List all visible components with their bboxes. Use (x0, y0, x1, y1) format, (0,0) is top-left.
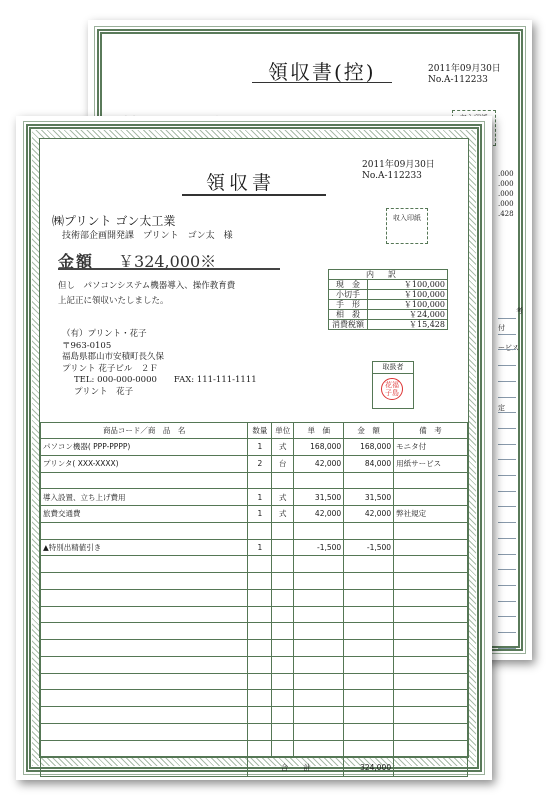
item-amount (344, 673, 394, 690)
receipt-date-block (362, 160, 435, 182)
item-name (41, 640, 248, 657)
item-amount (344, 623, 394, 640)
item-qty: 2 (248, 455, 272, 472)
item-row (41, 539, 468, 556)
header-amount: 金 額 (344, 423, 394, 439)
item-amount (344, 606, 394, 623)
item-name: ▲特別出精値引き (41, 539, 248, 556)
item-remarks (394, 522, 468, 539)
issuer-building: プリント 花子ビル ２Ｆ (62, 363, 158, 374)
copy-peek-rule (498, 538, 516, 539)
item-qty (248, 623, 272, 640)
copy-peek-rule (498, 318, 516, 319)
item-price (294, 472, 344, 489)
breakdown-row (329, 300, 448, 310)
item-unit (272, 556, 294, 573)
item-row (41, 740, 468, 757)
copy-peek-rule (498, 397, 516, 398)
item-remarks (394, 723, 468, 740)
copy-date: 2011年09月30日 (428, 64, 501, 74)
item-qty (248, 640, 272, 657)
item-price: 42,000 (294, 455, 344, 472)
total-spacer (41, 757, 248, 777)
item-amount: 84,000 (344, 455, 394, 472)
copy-peek-note: ービス (498, 344, 519, 352)
issuer-name: （有）プリント・花子 (62, 329, 147, 339)
item-row (41, 556, 468, 573)
copy-peek-value: .000 (498, 170, 514, 178)
item-remarks (394, 606, 468, 623)
item-amount (344, 556, 394, 573)
item-price (294, 589, 344, 606)
copy-peek-rule (498, 601, 516, 602)
item-name (41, 623, 248, 640)
copy-peek-rule (498, 475, 516, 476)
items-table (40, 422, 468, 777)
issuer-person: プリント 花子 (74, 386, 134, 397)
breakdown-value: ￥100,000 (368, 300, 448, 310)
item-remarks (394, 690, 468, 707)
item-name (41, 589, 248, 606)
item-unit (272, 656, 294, 673)
item-qty: 1 (248, 506, 272, 523)
item-amount: 42,000 (344, 506, 394, 523)
breakdown-label: 現 金 (329, 280, 368, 290)
receipt-sheet (16, 116, 492, 780)
item-price: 42,000 (294, 506, 344, 523)
recipient-company: ㈱プリント ゴン太工業 (52, 214, 176, 228)
item-name (41, 656, 248, 673)
item-unit: 式 (272, 489, 294, 506)
copy-peek-rule (498, 569, 516, 570)
copy-peek-rule (498, 428, 516, 429)
amount-label: 金額 (58, 252, 95, 271)
item-qty (248, 656, 272, 673)
copy-peek-note: 定 (498, 404, 505, 412)
total-value: 324,000 (344, 757, 394, 777)
total-label: 合 計 (248, 757, 344, 777)
item-remarks (394, 623, 468, 640)
item-name: プリンタ( XXX-XXXX) (41, 455, 248, 472)
copy-peek-rule (498, 349, 516, 350)
issuer-block (62, 329, 257, 398)
copy-peek-rule (498, 506, 516, 507)
header-remarks: 備 考 (394, 423, 468, 439)
breakdown-row (329, 290, 448, 300)
item-row (41, 455, 468, 472)
item-row (41, 656, 468, 673)
breakdown-value: ￥15,428 (368, 320, 448, 330)
copy-peek-rule (498, 334, 516, 335)
copy-peek-rule (498, 491, 516, 492)
item-remarks (394, 589, 468, 606)
item-name (41, 690, 248, 707)
copy-title: 領収書(控) (268, 60, 376, 84)
item-price (294, 707, 344, 724)
item-qty (248, 673, 272, 690)
item-qty: 1 (248, 489, 272, 506)
revenue-stamp-box: 収入印紙 (386, 208, 428, 244)
item-price (294, 673, 344, 690)
item-unit (272, 472, 294, 489)
payment-breakdown-table (328, 269, 448, 330)
item-name (41, 472, 248, 489)
item-amount (344, 723, 394, 740)
copy-title-underline (252, 82, 392, 83)
item-remarks: 弊社規定 (394, 506, 468, 523)
copy-number: No.A-112233 (428, 75, 488, 85)
item-price: 168,000 (294, 439, 344, 456)
item-row (41, 489, 468, 506)
item-qty (248, 690, 272, 707)
item-remarks (394, 556, 468, 573)
item-remarks (394, 656, 468, 673)
breakdown-header: 内訳 (329, 270, 448, 280)
breakdown-label: 相 殺 (329, 310, 368, 320)
copy-peek-rule (498, 522, 516, 523)
item-unit: 式 (272, 439, 294, 456)
item-qty: 1 (248, 539, 272, 556)
receipt-note (58, 279, 235, 309)
amount-value: ￥324,000※ (118, 252, 217, 271)
item-name: 導入設置、立ち上げ費用 (41, 489, 248, 506)
receipt-date: 2011年09月30日 (362, 160, 435, 170)
handler-seal: 花福子島 (381, 378, 403, 400)
item-row (41, 472, 468, 489)
item-amount (344, 589, 394, 606)
item-remarks (394, 573, 468, 590)
item-name (41, 723, 248, 740)
copy-date-block (428, 64, 501, 86)
breakdown-label: 消費税額 (329, 320, 368, 330)
item-row (41, 707, 468, 724)
item-qty (248, 472, 272, 489)
copy-peek-rule (498, 444, 516, 445)
item-remarks (394, 539, 468, 556)
item-unit (272, 573, 294, 590)
item-name (41, 606, 248, 623)
receipt-title: 領収書 (206, 172, 276, 194)
item-remarks (394, 673, 468, 690)
item-price: 31,500 (294, 489, 344, 506)
header-unit: 単位 (272, 423, 294, 439)
item-amount: 168,000 (344, 439, 394, 456)
recipient-department: 技術部企画開発課 プリント ゴン太 様 (62, 231, 233, 241)
item-remarks (394, 472, 468, 489)
total-remarks (394, 757, 468, 777)
item-qty (248, 522, 272, 539)
breakdown-value: ￥100,000 (368, 280, 448, 290)
issuer-address: 福島県郡山市安積町長久保 (62, 352, 165, 362)
copy-peek-rule (498, 554, 516, 555)
item-row (41, 506, 468, 523)
item-price (294, 723, 344, 740)
item-price (294, 656, 344, 673)
item-unit: 式 (272, 506, 294, 523)
breakdown-label: 手 形 (329, 300, 368, 310)
item-name (41, 673, 248, 690)
item-unit (272, 640, 294, 657)
header-qty: 数量 (248, 423, 272, 439)
item-price (294, 522, 344, 539)
item-unit (272, 673, 294, 690)
breakdown-value: ￥24,000 (368, 310, 448, 320)
copy-peek-rule (498, 648, 516, 649)
copy-peek-rule (498, 365, 516, 366)
copy-peek-rule (498, 616, 516, 617)
note-line-1: 但し パソコンシステム機器導入、操作教育費 (58, 281, 236, 291)
copy-peek-rule (498, 585, 516, 586)
receipt-number: No.A-112233 (362, 171, 422, 181)
issuer-postal: 〒963-0105 (62, 340, 112, 351)
item-remarks (394, 707, 468, 724)
item-price: -1,500 (294, 539, 344, 556)
item-row (41, 690, 468, 707)
copy-peek-note: 付 (498, 324, 505, 332)
copy-peek-value: .000 (498, 190, 514, 198)
copy-peek-rule (498, 632, 516, 633)
item-unit (272, 589, 294, 606)
item-unit (272, 690, 294, 707)
item-amount (344, 707, 394, 724)
item-row (41, 673, 468, 690)
item-name (41, 573, 248, 590)
item-price (294, 740, 344, 757)
item-price (294, 640, 344, 657)
item-row (41, 606, 468, 623)
item-qty (248, 707, 272, 724)
item-amount (344, 656, 394, 673)
item-amount (344, 573, 394, 590)
item-qty (248, 606, 272, 623)
items-header-row (41, 423, 468, 439)
breakdown-row (329, 280, 448, 290)
item-name: パソコン機器( PPP-PPPP) (41, 439, 248, 456)
item-qty (248, 723, 272, 740)
item-amount (344, 472, 394, 489)
item-price (294, 623, 344, 640)
item-amount: 31,500 (344, 489, 394, 506)
breakdown-row (329, 310, 448, 320)
breakdown-label: 小切手 (329, 290, 368, 300)
item-remarks (394, 640, 468, 657)
item-amount (344, 640, 394, 657)
copy-peek-value: .000 (498, 180, 514, 188)
item-qty (248, 740, 272, 757)
item-unit (272, 707, 294, 724)
item-name (41, 522, 248, 539)
item-amount (344, 690, 394, 707)
item-qty (248, 573, 272, 590)
item-remarks: モニタ付 (394, 439, 468, 456)
header-price: 単 価 (294, 423, 344, 439)
item-row (41, 589, 468, 606)
total-row (41, 757, 468, 777)
handler-label: 取扱者 (373, 362, 413, 374)
item-name (41, 740, 248, 757)
item-amount (344, 740, 394, 757)
item-unit (272, 723, 294, 740)
item-qty (248, 589, 272, 606)
header-product: 商品コード／商 品 名 (41, 423, 248, 439)
item-amount: -1,500 (344, 539, 394, 556)
copy-peek-rule (498, 412, 516, 413)
item-unit: 台 (272, 455, 294, 472)
item-row (41, 640, 468, 657)
item-price (294, 556, 344, 573)
item-name (41, 707, 248, 724)
item-remarks (394, 740, 468, 757)
copy-peek-value: .428 (498, 210, 514, 218)
copy-peek-value: .000 (498, 200, 514, 208)
item-unit (272, 606, 294, 623)
item-qty (248, 556, 272, 573)
item-row (41, 723, 468, 740)
receipt-title-underline (182, 194, 326, 196)
item-amount (344, 522, 394, 539)
item-row (41, 623, 468, 640)
item-unit (272, 522, 294, 539)
item-remarks: 用紙サービス (394, 455, 468, 472)
item-price (294, 606, 344, 623)
item-price (294, 573, 344, 590)
item-qty: 1 (248, 439, 272, 456)
copy-peek-header: 考 (516, 307, 523, 315)
item-price (294, 690, 344, 707)
breakdown-row (329, 320, 448, 330)
amount-underline (58, 268, 280, 270)
item-row (41, 573, 468, 590)
item-name (41, 556, 248, 573)
copy-peek-rule (498, 459, 516, 460)
item-remarks (394, 489, 468, 506)
item-name: 旅費交通費 (41, 506, 248, 523)
breakdown-value: ￥100,000 (368, 290, 448, 300)
handler-box (372, 361, 414, 409)
item-unit (272, 539, 294, 556)
item-row (41, 522, 468, 539)
item-unit (272, 623, 294, 640)
issuer-tel-fax: TEL: 000-000-0000 FAX: 111-111-1111 (74, 375, 257, 385)
item-unit (272, 740, 294, 757)
copy-peek-rule (498, 381, 516, 382)
note-line-2: 上記正に領収いたしました。 (58, 296, 169, 306)
item-row (41, 439, 468, 456)
